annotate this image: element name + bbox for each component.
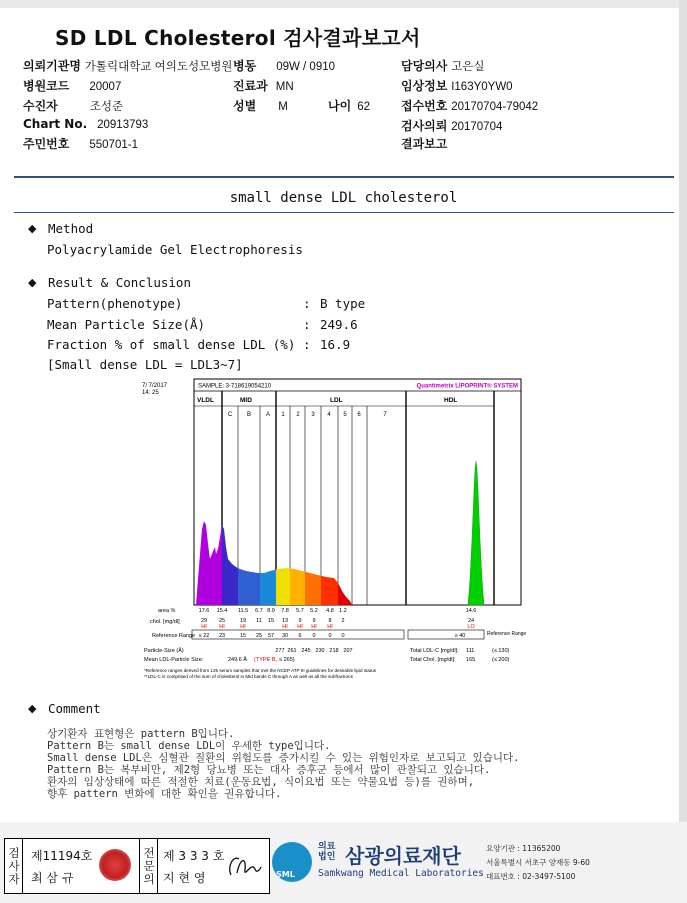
chol-value: 8 <box>328 618 332 624</box>
org-english: Samkwang Medical Laboratories <box>318 868 484 879</box>
signature-box <box>4 838 270 894</box>
ldl-7: 7 <box>383 412 387 418</box>
ward-value: 09W / 0910 <box>276 61 336 73</box>
ref-value: 15 <box>239 633 247 639</box>
chol-flag: HI <box>297 624 303 630</box>
chol-flag: HI <box>327 624 333 630</box>
doctor-signature-icon <box>225 849 265 883</box>
id-value: 550701-1 <box>89 139 138 151</box>
lp-total-ldl: 111 <box>466 648 475 654</box>
comment-heading: Comment <box>48 701 101 716</box>
ward-row <box>233 57 335 74</box>
lp-ps-label: Particle-Size (Å) <box>144 648 184 654</box>
comment-line: Small dense LDL은 심혈관 질환의 위험도를 증가시킬 수 있는 위험인자로 보고되고 있습니다. <box>47 752 520 764</box>
doctor-value: 고은실 <box>451 61 485 73</box>
tester-label-text: 검사자 <box>8 846 20 886</box>
ps-value: 230 <box>315 648 325 654</box>
method-bullet-icon: ◆ <box>28 222 37 235</box>
chol-value: 25 <box>218 618 226 624</box>
band-vldl: VLDL <box>197 397 214 404</box>
org-code: 요양기관 : 11365200 <box>486 844 561 853</box>
result-note: [Small dense LDL = LDL3~7] <box>47 357 243 372</box>
area-value: 15.4 <box>216 608 228 614</box>
divider-bottom <box>14 212 674 213</box>
lp-footnote2: **LDL-C is comprised of the sum of cholesterol in Mid bands C through A as well as all the subfractions <box>144 674 353 679</box>
tester-seal-icon <box>99 849 131 881</box>
area-value: 4.8 <box>326 608 334 614</box>
org-prefix-1: 의료 <box>318 842 336 852</box>
lp-ref-right: Reference Range <box>487 631 527 637</box>
request-value: 20170704 <box>451 121 503 133</box>
dept-label: 진료과 <box>233 79 268 93</box>
hospcode-value: 20007 <box>89 81 122 93</box>
report-title: SD LDL Cholesterol 검사결과보고서 <box>55 26 421 50</box>
method-text: Polyacrylamide Gel Electrophoresis <box>47 242 303 257</box>
chol-value: 24 <box>467 618 475 624</box>
receipt-value: 20170704-79042 <box>451 101 539 113</box>
org-address: 서울특별시 서초구 양재동 9-60 <box>486 858 590 867</box>
lipoprint-report-image <box>140 379 527 683</box>
chol-flag: HI <box>311 624 317 630</box>
doctor-row <box>401 57 485 74</box>
receipt-row <box>401 97 538 114</box>
lp-mean-value: 249.6 Å <box>228 657 247 663</box>
chart-label: Chart No. <box>23 117 88 131</box>
area-value: 11.5 <box>237 608 249 614</box>
lp-date: 7/ 7/2017 <box>142 383 168 389</box>
sex-value: M <box>278 101 288 113</box>
comment-line: 환자의 임상상태에 따른 적절한 치료(운동요법, 식이요법 또는 약물요법 등)를 권하며, <box>47 776 475 788</box>
logo-text: SML <box>276 870 295 879</box>
doctor-sig-label-text: 전문의 <box>143 846 155 886</box>
tester-name: 최 삼 규 <box>31 871 74 885</box>
chol-value: 2 <box>341 618 345 624</box>
tester-no: 제11194호 <box>31 849 93 863</box>
hospcode-row <box>23 77 121 94</box>
lp-total-chol-ref: (≤ 200) <box>492 657 510 663</box>
lp-total-chol-label: Total Chol. [mg/dl]: <box>410 657 456 663</box>
chol-value: 13 <box>281 618 289 624</box>
receipt-label: 접수번호 <box>401 99 448 113</box>
comment-line: 향후 pattern 변화에 대한 확인을 권유합니다. <box>47 788 282 800</box>
ps-value: 218 <box>329 648 339 654</box>
sex-label: 성별 <box>233 99 257 113</box>
area-value: 5.2 <box>310 608 318 614</box>
ward-label: 병동 <box>233 59 257 73</box>
lp-total-ldl-label: Total LDL-C [mg/dl]: <box>410 648 459 654</box>
area-value: 6.7 <box>255 608 263 614</box>
doctor-sig-label <box>142 847 156 886</box>
lp-footnote1: *Reference ranges derived from 125 serum samples that met the NCEP ATP III guidelines for desirable lipid status <box>144 668 377 673</box>
chol-value: 9 <box>312 618 316 624</box>
ref-value: 0 <box>312 633 316 639</box>
top-border <box>0 0 687 8</box>
lp-area-label: area % <box>158 608 176 614</box>
ref-value: ≥ 40 <box>454 633 466 639</box>
patient-label: 수진자 <box>23 99 58 113</box>
comment-line: Pattern B는 small dense LDL이 우세한 type입니다. <box>47 740 331 752</box>
lp-ref-label: Reference Range <box>152 633 196 639</box>
request-row <box>401 117 502 134</box>
age-label: 나이 <box>328 99 352 113</box>
patient-row <box>23 97 123 114</box>
area-value: 17.6 <box>198 608 210 614</box>
mid-c: C <box>227 412 233 418</box>
result-label-size: Mean Particle Size(Å) <box>47 317 206 332</box>
age-row <box>328 97 370 114</box>
request-label: 검사의뢰 <box>401 119 448 133</box>
mid-b: B <box>246 412 252 418</box>
chol-flag: HI <box>240 624 246 630</box>
ref-value: 25 <box>255 633 263 639</box>
ref-value: ≤ 22 <box>198 633 210 639</box>
hospcode-label: 병원코드 <box>23 79 70 93</box>
clinical-row <box>401 77 513 94</box>
dept-row <box>233 77 294 94</box>
sex-row <box>233 97 288 114</box>
band-ldl: LDL <box>330 397 343 404</box>
clinical-value: I163Y0YW0 <box>451 81 513 93</box>
chol-flag: LO <box>467 624 475 630</box>
ref-value: 57 <box>267 633 275 639</box>
chol-value: 15 <box>267 618 275 624</box>
result-sep: : <box>303 296 311 311</box>
section-title: small dense LDL cholesterol <box>229 190 458 206</box>
tester-label <box>7 847 21 886</box>
chart-row <box>23 117 148 131</box>
method-heading: Method <box>48 221 94 236</box>
ps-value: 207 <box>343 648 353 654</box>
institution-row <box>23 57 232 74</box>
area-value: 5.7 <box>296 608 304 614</box>
lp-sample: SAMPLE: 3-718619054210 <box>198 383 272 390</box>
comment-body <box>47 728 519 800</box>
ldl-2: 2 <box>296 412 300 418</box>
report-label: 결과보고 <box>401 137 448 151</box>
comment-line: 상기환자 표현형은 pattern B입니다. <box>47 728 235 740</box>
result-sep: : <box>303 317 311 332</box>
lp-total-ldl-ref: (≤ 130) <box>492 648 510 654</box>
ps-value: 261 <box>287 648 297 654</box>
doctor-name: 지 현 영 <box>163 871 206 885</box>
org-prefix <box>318 842 335 862</box>
result-label-fraction: Fraction % of small dense LDL (%) <box>47 337 296 352</box>
chart-value: 20913793 <box>97 119 149 131</box>
clinical-label: 임상정보 <box>401 79 448 93</box>
id-label: 주민번호 <box>23 137 70 151</box>
ref-value: 0 <box>341 633 345 639</box>
lp-type-b-rest: , ≤ 265) <box>276 657 295 663</box>
age-value: 62 <box>357 101 370 113</box>
chol-value: 29 <box>200 618 208 624</box>
result-heading: Result & Conclusion <box>48 275 191 290</box>
mid-a: A <box>265 412 271 418</box>
result-sep: : <box>303 337 311 352</box>
ref-value: 30 <box>281 633 289 639</box>
lp-time: 14: 25 <box>142 390 159 396</box>
institution-label: 의뢰기관명 <box>23 59 81 73</box>
result-value-fraction: 16.9 <box>320 337 351 352</box>
lp-brand: Quantimetrix LIPOPRINT® SYSTEM <box>416 383 518 390</box>
dept-value: MN <box>275 81 294 93</box>
org-prefix-2: 법인 <box>318 852 336 862</box>
patient-value: 조성준 <box>89 101 124 113</box>
lp-mean-label: Mean LDL-Particle Size: <box>144 657 204 663</box>
result-bullet-icon: ◆ <box>28 276 37 289</box>
report-row <box>401 135 451 152</box>
chol-value: 19 <box>239 618 247 624</box>
ref-value: 0 <box>328 633 332 639</box>
comment-bullet-icon: ◆ <box>28 702 37 715</box>
chol-flag: HI <box>201 624 207 630</box>
band-hdl: HDL <box>444 397 458 404</box>
area-value: 14.6 <box>465 608 477 614</box>
org-name: 삼광의료재단 <box>345 844 461 868</box>
comment-line: Pattern B는 복부비만, 제2형 당뇨병 또는 대사 증후군 등에서 많이 관찰되고 있습니다. <box>47 764 491 776</box>
doctor-label: 담당의사 <box>401 59 448 73</box>
area-value: 7.8 <box>281 608 289 614</box>
org-phone: 대표번호 : 02-3497-5100 <box>486 872 576 881</box>
chol-value: 9 <box>298 618 302 624</box>
ldl-3: 3 <box>311 412 315 418</box>
lp-total-chol: 165 <box>466 657 476 663</box>
chol-flag: HI <box>219 624 225 630</box>
ldl-6: 6 <box>357 412 361 418</box>
area-value: 1.2 <box>339 608 347 614</box>
ref-value: 23 <box>218 633 226 639</box>
doctor-no: 제 3 3 3 호 <box>163 849 225 863</box>
divider-top <box>14 176 674 178</box>
institution-value: 가톨릭대학교 여의도성모병원 <box>84 61 233 73</box>
ref-value: 6 <box>298 633 302 639</box>
band-mid: MID <box>240 397 252 404</box>
lp-type-b: (TYPE B <box>254 657 276 663</box>
ldl-5: 5 <box>343 412 347 418</box>
lp-chol-label: chol. [mg/dl] <box>150 619 180 625</box>
id-row <box>23 135 138 152</box>
result-value-pattern: B type <box>320 296 366 311</box>
result-label-pattern: Pattern(phenotype) <box>47 296 183 311</box>
ps-value: 245 <box>301 648 311 654</box>
chol-value: 11 <box>256 618 262 624</box>
result-value-size: 249.6 <box>320 317 358 332</box>
ldl-4: 4 <box>327 412 331 418</box>
chol-flag: HI <box>282 624 288 630</box>
ps-value: 277 <box>275 648 285 654</box>
ldl-1: 1 <box>281 412 285 418</box>
right-border <box>679 0 687 903</box>
area-value: 8.9 <box>267 608 275 614</box>
